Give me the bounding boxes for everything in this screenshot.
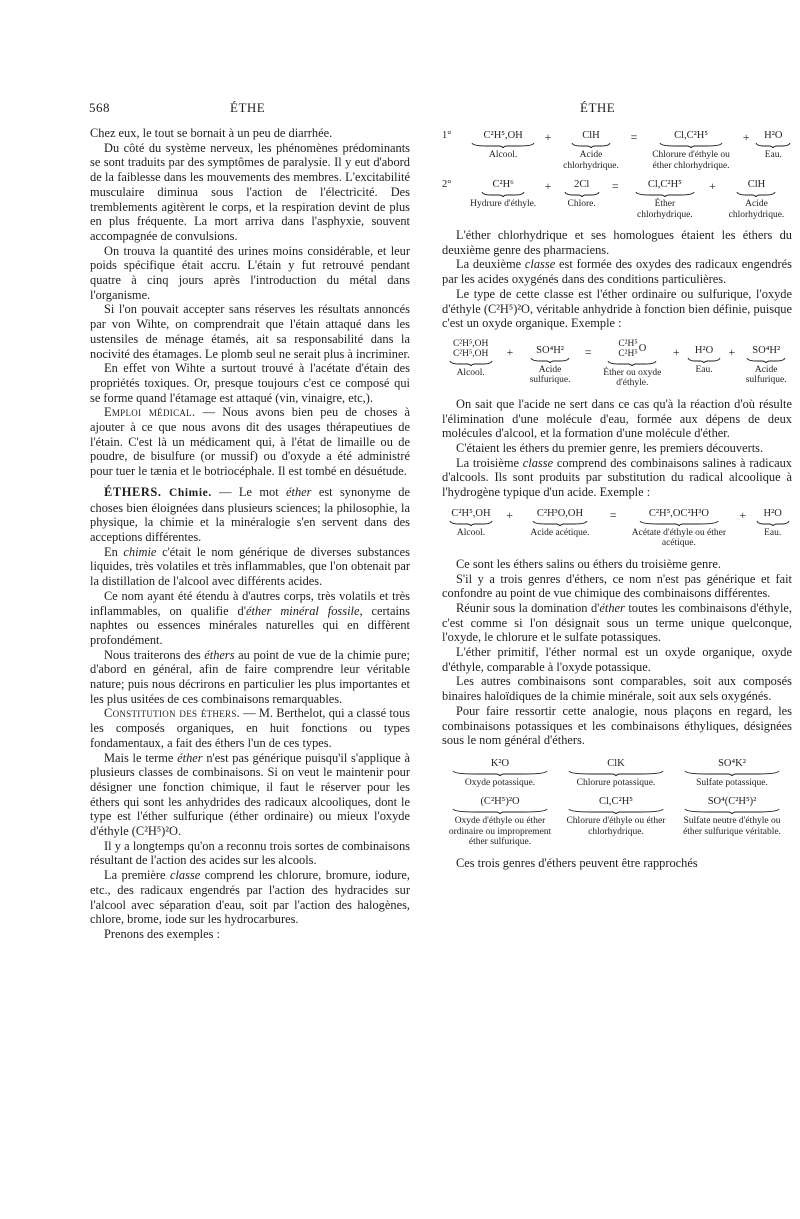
formula-1	[442, 130, 792, 171]
paragraph: Il y a longtemps qu'on a reconnu trois sortes de combinaisons résultant de l'action des acides sur les alcools.	[90, 838, 410, 868]
section-heading: Chimie.	[168, 486, 212, 499]
text: éther	[599, 600, 625, 615]
formula: C²H³O,OH	[536, 507, 584, 519]
paragraph: On sait que l'acide ne sert dans ce cas qu'à la réaction d'où résulte l'élimination d'une molécule d'eau, formée aux dépens de deux molécules d'alcool, et la formation d'une molécule d'éther.	[442, 396, 792, 441]
paragraph: L'éther primitif, l'éther normal est un oxyde organique, oxyde d'éthyle, comparable à l'oxyde potassique.	[442, 645, 792, 674]
table-row-potassium	[442, 758, 792, 789]
formula: C²H⁵,OH	[452, 348, 489, 359]
text: éther minéral fossile	[245, 603, 360, 618]
formula: K²O	[490, 757, 510, 769]
text: est formée des oxydes des radicaux engendrés par les acides oxygénés dans des conditions particulières.	[442, 257, 792, 287]
table-cell	[558, 758, 674, 789]
paragraph	[90, 589, 410, 648]
text: c'était le nom générique de diverses substances liquides, très volatiles et très inflammables, que l'on obtenait par la distillation de l'alcool avec différents acides.	[90, 544, 410, 589]
formula: Cl,C²H⁵	[599, 796, 633, 808]
brace	[568, 770, 664, 776]
brace	[684, 808, 780, 814]
formula-label: Chlorure d'éthyle ou éther chlorhydrique.	[566, 816, 666, 837]
formula-label: Acétate d'éthyle ou éther acétique.	[631, 527, 727, 549]
brace	[756, 520, 790, 526]
plus-sign: +	[544, 179, 552, 193]
paragraph	[90, 751, 410, 839]
formula: H²O	[764, 130, 783, 141]
formula-label: Éther ou oxyde d'éthyle.	[603, 367, 662, 389]
plus-sign: +	[739, 507, 747, 522]
formula: Cl,C²H⁵	[647, 179, 682, 190]
formula: SO⁴(C²H⁵)²	[707, 796, 757, 808]
formula-label: Éther chlorhydrique.	[637, 199, 693, 220]
formula-label: Chlore.	[567, 199, 596, 209]
formula-label: Alcool.	[489, 150, 518, 160]
formula-label: Acide acétique.	[530, 527, 590, 538]
paragraph-constitution	[90, 706, 410, 750]
formula-label: Sulfate potassique.	[696, 777, 768, 788]
formula-label: Oxyde potassique.	[464, 777, 536, 788]
text: classe	[169, 868, 201, 883]
table-cell	[558, 796, 674, 837]
formula-term	[519, 508, 600, 539]
text: comprend des combinaisons salines à radicaux d'alcools. Ils sont produits par substitution du radical alcoolique à l'hydrogène typique d'un acide. Exemple :	[442, 455, 792, 500]
brace	[481, 191, 525, 197]
text: La deuxième	[456, 257, 525, 272]
brace	[568, 808, 664, 814]
text: En	[104, 544, 124, 559]
paragraph: L'éther chlorhydrique et ses homologues étaient les éthers du deuxième genre des pharmaciens.	[442, 228, 792, 257]
paragraph-text: — Nous avons bien peu de choses à ajouter à ce que nous avons dit des usages thérapeutiues de l'étain. C'est là un médicament qui, à l'état de limaille ou de poudre, de bisulfure (or mussif) ou d'oxyde a été administré pour tuer le tænia et le botriocéphale. Il est tombé en désuétude.	[90, 405, 410, 479]
formula-term	[597, 339, 668, 389]
plus-sign: +	[672, 344, 680, 359]
formula-label: Alcool.	[456, 367, 485, 378]
text: éthers	[204, 647, 235, 662]
table-row-ethyl	[442, 796, 792, 848]
text: n'est pas générique puisqu'il s'applique à plusieurs classes de combinaisons. Si on veut le maintenir pour désigner une fonction chimique, il faut le réserver pour les éthers qui sont les anhydrides des radicaux alcooliques, dont le type est l'éther sulfurique (éther ordinaire) ou mieux l'oxyde d'éthyle (C²H⁵)²O.	[90, 750, 410, 839]
brace	[530, 357, 570, 363]
formula-term	[520, 339, 579, 386]
formula: C²H⁵,OC²H³O	[648, 507, 709, 519]
text: toutes les combinaisons d'éthyle, c'est comme si l'on désignait sous un terme unique quelconque, l'oxyde, le chlorure et le sulfate potassiques.	[442, 600, 792, 645]
formula-term	[558, 130, 623, 171]
paragraph: En effet von Wihte a surtout trouvé à l'acétate d'étain des propriétés toxiques. Or, presque toujours c'est ce composé qui se forme quand l'étamage est attaqué (vin, vinaigre, etc,).	[90, 361, 410, 405]
plus-sign: +	[506, 344, 514, 359]
formula-label: Alcool.	[456, 527, 486, 538]
paragraph: On trouva la quantité des urines moins considérable, et leur poids spécifique était accru. L'étain y fut retrouvé pendant quatre à cinq jours après l'introduction du métal dans l'organisme.	[90, 243, 410, 302]
formula-label: Chlorure d'éthyle ou éther chlorhydrique.	[652, 150, 730, 171]
paragraph: Les autres combinaisons sont comparables, soit aux composés binaires haloïdiques de la chimie minérale, soit aux sels oxygénés.	[442, 674, 792, 704]
formula-number: 2°	[442, 179, 452, 190]
brace	[736, 191, 776, 197]
brace	[571, 142, 611, 148]
formula-term	[685, 339, 723, 376]
paragraph: Du côté du système nerveux, les phénomènes prédominants se sont traduits par des symptômes de paralysie. Il y eut d'abord de la faiblesse dans les mouvements des membres. L'excitabilité musculaire diminua sous l'action de l'électricité. Des tremblements agitèrent le corps, et la respiration devint de plus en plus fréquente. La mort arriva dans l'asphyxie, souvent accompagnée de convulsions.	[90, 140, 410, 243]
paragraph	[442, 257, 792, 286]
running-title-left: ÉTHE	[230, 100, 266, 115]
paragraph: Le type de cette classe est l'éther ordinaire ou sulfurique, l'oxyde d'éthyle (C²H⁵)²O, véritable anhydride à fonction bien définie, puisque c'est un oxyde organique. Exemple :	[442, 286, 792, 331]
text: , certains naphtes ou essences minérales naturelles qui en diffèrent profondément.	[90, 603, 410, 647]
paragraph: Ce sont les éthers salins ou éthers du troisième genre.	[456, 556, 721, 571]
text: La troisième	[456, 455, 523, 470]
formula: O	[638, 343, 647, 355]
brace	[659, 142, 723, 148]
brace	[755, 142, 791, 148]
paragraph: S'il y a trois genres d'éthers, ce nom n'est pas générique et fait confondre au point de vue chimique des combinaisons différentes.	[442, 571, 792, 601]
paragraph-emploi-medical	[90, 405, 410, 479]
text: — Le mot	[211, 484, 287, 499]
formula: Cl,C²H⁵	[674, 130, 709, 141]
formula: C²H⁵,OH	[451, 507, 491, 519]
formula-label: Sulfate neutre d'éthyle ou éther sulfurique véritable.	[683, 816, 781, 837]
formula-term	[626, 508, 732, 549]
text: Mais le terme	[104, 750, 178, 765]
formula-label: Oxyde d'éthyle ou éther ordinaire ou improprement éther sulfurique.	[448, 816, 552, 848]
brace	[746, 357, 786, 363]
text: comprend les chlorure, bromure, iodure, etc., des radicaux engendrés par l'action des hydracides sur l'alcool avec séparation d'eau, soit par l'action des halogènes, chlore, brome, iode sur les hydrocarbures.	[90, 868, 410, 927]
table-cell	[442, 758, 558, 789]
paragraph	[90, 648, 410, 707]
text: éther	[177, 750, 203, 765]
paragraph	[442, 456, 792, 500]
formula-term	[558, 179, 605, 210]
brace	[452, 808, 548, 814]
comparison-table	[442, 758, 792, 848]
table-cell	[442, 796, 558, 848]
formula-term	[442, 339, 499, 379]
table-cell	[674, 758, 790, 789]
formula-term	[469, 130, 538, 161]
formula: SO⁴H²	[752, 344, 781, 356]
text: éther	[286, 484, 312, 499]
brace	[607, 360, 657, 366]
brace	[639, 520, 719, 526]
brace	[449, 360, 493, 366]
formula-label: Hydrure d'éthyle.	[470, 199, 537, 209]
brace	[471, 142, 535, 148]
formula-label: Acide chlorhydrique.	[728, 199, 785, 220]
text: Nous traiterons des	[104, 647, 205, 662]
formula-label: Acide chlorhydrique.	[563, 150, 619, 171]
section-heading: Emploi médical.	[104, 405, 196, 420]
formula-label: Eau.	[764, 527, 782, 538]
section-heading: Constitution des éthers.	[104, 706, 241, 721]
text: est synonyme de choses bien éloignées dans plusieurs sciences; la philosophie, la physique, la chimie et la minéralogie s'en servent dans des acceptions différentes.	[90, 484, 410, 544]
equals-sign: =	[630, 130, 638, 144]
table-cell	[674, 796, 790, 837]
equals-sign: =	[611, 179, 619, 193]
brace	[449, 520, 493, 526]
formula: SO⁴K²	[718, 757, 746, 769]
formula-term	[469, 179, 538, 210]
formula-label: Chlorure potassique.	[576, 777, 656, 788]
paragraph: C'étaient les éthers du premier genre, les premiers découverts.	[456, 441, 764, 456]
text: chimie	[123, 544, 157, 559]
brace	[684, 770, 780, 776]
text: au point de vue de la chimie pure; d'abord en général, afin de faire comprendre leur véritable nature; puis nous décrirons en particulier les plus importantes et les plus usitées de ces combinaisons remarquables.	[90, 647, 410, 706]
plus-sign: +	[742, 130, 750, 144]
paragraph: Ces trois genres d'éthers peuvent être rapprochés	[456, 855, 698, 870]
text: classe	[522, 455, 554, 470]
formula-3	[442, 339, 792, 389]
formula: SO⁴H²	[536, 344, 564, 356]
brace	[635, 191, 695, 197]
plus-sign: +	[506, 507, 514, 522]
formula: C²H⁶	[492, 179, 514, 190]
formula: 2Cl	[574, 179, 590, 190]
formula-term	[740, 339, 792, 386]
running-title-right: ÉTHE	[580, 100, 616, 115]
formula-2	[442, 179, 792, 220]
paragraph: Pour faire ressortir cette analogie, nous plaçons en regard, les combinaisons potassiques et les combinaisons éthyliques, désignées sous le nom général d'éthers.	[442, 703, 792, 748]
formula-term	[626, 179, 705, 220]
formula-term	[644, 130, 737, 171]
formula-label: Acide sulfurique.	[745, 364, 787, 386]
left-column	[90, 126, 410, 942]
right-column	[442, 126, 792, 871]
equals-sign: =	[584, 344, 592, 359]
paragraph: Prenons des exemples :	[104, 926, 220, 941]
formula-label: Eau.	[695, 364, 713, 375]
equals-sign: =	[609, 507, 617, 522]
formula-term	[721, 179, 792, 220]
text: classe	[524, 257, 556, 272]
paragraph	[90, 545, 410, 589]
formula-label: Eau.	[764, 150, 782, 160]
paragraph-text: — M. Berthelot, qui a classé tous les composés organiques, en huit fonctions ou types fondamentaux, a fait des éthers l'un de ces types.	[90, 706, 411, 750]
paragraph	[90, 868, 410, 927]
article-heading: ÉTHERS.	[104, 484, 162, 499]
paragraph: Si l'on pouvait accepter sans réserves les résultats annoncés par von Wihte, on comprendrait que l'étain attaqué dans les ustensiles de ménage étamés, ait sa responsabilité dans la nocivité des étamages. Le plomb seul ne serait plus à incriminer.	[90, 302, 410, 361]
formula: C²H⁵,OH	[452, 338, 489, 349]
text: La première	[104, 868, 170, 883]
text: Ce nom ayant été étendu à d'autres corps, très volatils et très inflammables, on qualifie d'	[90, 588, 410, 618]
text: Réunir sous la domination d'	[456, 600, 600, 615]
formula-term	[442, 508, 500, 539]
formula-number: 1°	[442, 130, 452, 141]
formula-label: Acide sulfurique.	[529, 364, 571, 386]
formula: ClK	[607, 757, 625, 769]
formula: (C²H⁵)²O	[480, 796, 520, 808]
page-number: 568	[89, 100, 110, 115]
formula: C²H⁵	[618, 348, 638, 359]
plus-sign: +	[728, 344, 736, 359]
formula-term	[755, 130, 792, 161]
paragraph	[442, 601, 792, 645]
formula: C²H⁵,OH	[483, 130, 523, 141]
formula-4	[442, 508, 792, 549]
brace	[532, 520, 588, 526]
formula: C²H⁵	[618, 338, 638, 349]
formula-term	[753, 508, 792, 539]
paragraph-ethers	[90, 485, 410, 545]
brace	[452, 770, 548, 776]
plus-sign: +	[544, 130, 552, 144]
plus-sign: +	[709, 179, 716, 193]
formula: H²O	[694, 344, 714, 356]
paragraph: Chez eux, le tout se bornait à un peu de diarrhée.	[90, 126, 333, 140]
formula: H²O	[763, 507, 782, 519]
formula: ClH	[747, 179, 766, 190]
brace	[687, 357, 721, 363]
formula: ClH	[582, 130, 600, 141]
brace	[564, 191, 600, 197]
